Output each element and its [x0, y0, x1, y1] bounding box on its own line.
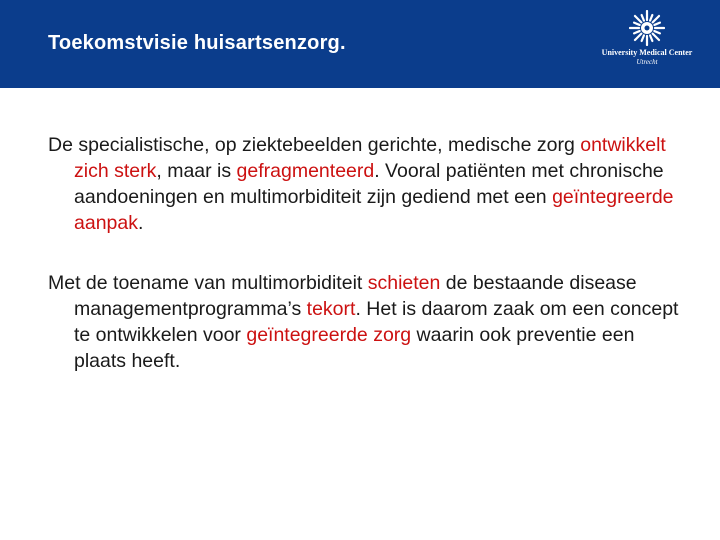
body-text: de bestaande disease managementprogramma’s	[74, 272, 637, 320]
highlighted-text: geïntegreerde aanpak	[74, 186, 674, 234]
body-text: . Het is daarom zaak om een concept te ontwikkelen voor	[74, 298, 679, 346]
logo-city: Utrecht	[636, 58, 658, 66]
body-text: Met de toename van multimorbiditeit	[48, 272, 368, 294]
paragraph-1	[48, 132, 688, 236]
umc-utrecht-logo	[592, 10, 702, 70]
sun-logo-icon	[629, 10, 665, 46]
logo-name: University Medical Center	[601, 48, 693, 57]
highlighted-text: tekort	[306, 298, 356, 320]
body-text: . Vooral patiënten met chronische aandoeningen en multimorbiditeit zijn gediend met een	[74, 160, 664, 208]
body-text: De specialistische, op ziektebeelden gerichte, medische zorg	[48, 134, 581, 156]
body-text: waarin ook preventie een plaats heeft.	[74, 324, 635, 372]
highlighted-text: geïntegreerde zorg	[246, 324, 412, 346]
slide-header	[0, 0, 720, 88]
body-text: , maar is	[156, 160, 237, 182]
slide-body	[48, 132, 688, 408]
slide-title: Toekomstvisie huisartsenzorg.	[48, 32, 346, 54]
highlighted-text: ontwikkelt zich sterk	[74, 134, 666, 182]
highlighted-text: gefragmenteerd	[236, 160, 375, 182]
paragraph-2	[48, 270, 688, 374]
highlighted-text: schieten	[367, 272, 441, 294]
body-text: .	[137, 212, 144, 234]
